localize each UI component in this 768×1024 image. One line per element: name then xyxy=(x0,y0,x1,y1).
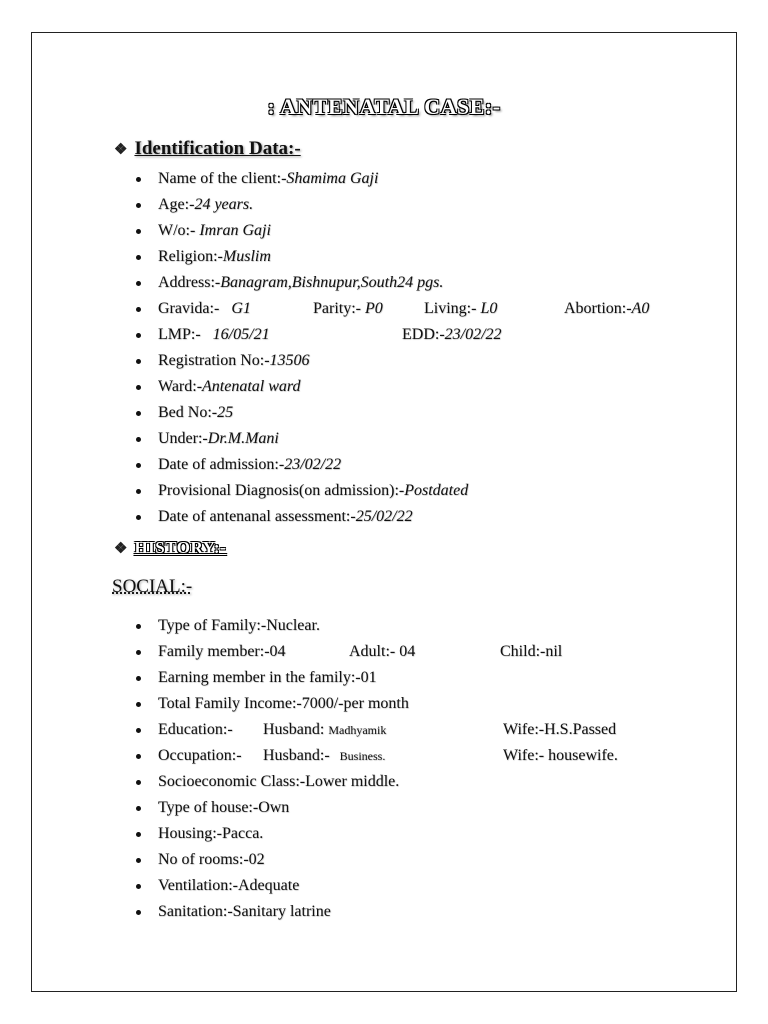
list-item: Religion:-Muslim xyxy=(0,244,468,270)
list-item: Age:-24 years. xyxy=(0,192,468,218)
social-list xyxy=(0,613,618,925)
list-item: Family member:-04 Adult:- 04 Child:-nil xyxy=(0,639,409,665)
list-item: Total Family Income:-7000/-per month xyxy=(0,691,409,717)
list-item: Gravida:- G1 Parity:- P0 Living:- L0 Abortion:-A0 xyxy=(0,296,468,322)
list-item: Date of admission:-23/02/22 xyxy=(0,452,468,478)
social-heading: SOCIAL:- xyxy=(112,576,193,597)
list-item: Socioeconomic Class:-Lower middle. xyxy=(0,769,409,795)
list-item: Type of Family:-Nuclear. xyxy=(0,613,409,639)
list-item: Address:-Banagram,Bishnupur,South24 pgs. xyxy=(0,270,468,296)
diamond-bullet-icon: ❖ xyxy=(114,141,128,158)
list-item: Under:-Dr.M.Mani xyxy=(0,426,468,452)
list-item: Ventilation:-Adequate xyxy=(0,873,409,899)
list-item: Date of antenanal assessment:-25/02/22 xyxy=(0,504,468,530)
list-item: Sanitation:-Sanitary latrine xyxy=(0,899,409,925)
list-item: Bed No:-25 xyxy=(0,400,468,426)
list-item: Earning member in the family:-01 xyxy=(0,665,409,691)
identification-heading xyxy=(114,138,301,160)
diamond-bullet-icon: ❖ xyxy=(114,540,128,557)
list-item: Occupation:- Husband:- Business. Wife:- housewife. xyxy=(0,743,409,769)
list-item: No of rooms:-02 xyxy=(0,847,409,873)
list-item: Name of the client:-Shamima Gaji xyxy=(0,166,468,192)
identification-heading-text: Identification Data:- xyxy=(134,138,301,159)
list-item: Education:- Husband: Madhyamik Wife:-H.S.Passed xyxy=(0,717,409,743)
list-item: Registration No:-13506 xyxy=(0,348,468,374)
list-item: Type of house:-Own xyxy=(0,795,409,821)
page-title: : ANTENATAL CASE:- xyxy=(267,94,501,119)
list-item: LMP:- 16/05/21 EDD:-23/02/22 xyxy=(0,322,468,348)
list-item: Ward:-Antenatal ward xyxy=(0,374,468,400)
history-heading xyxy=(114,538,226,558)
history-heading-text: HISTORY:- xyxy=(134,538,227,557)
identification-list xyxy=(0,166,650,530)
list-item: Housing:-Pacca. xyxy=(0,821,409,847)
list-item: Provisional Diagnosis(on admission):-Postdated xyxy=(0,478,468,504)
list-item: W/o:- Imran Gaji xyxy=(0,218,468,244)
